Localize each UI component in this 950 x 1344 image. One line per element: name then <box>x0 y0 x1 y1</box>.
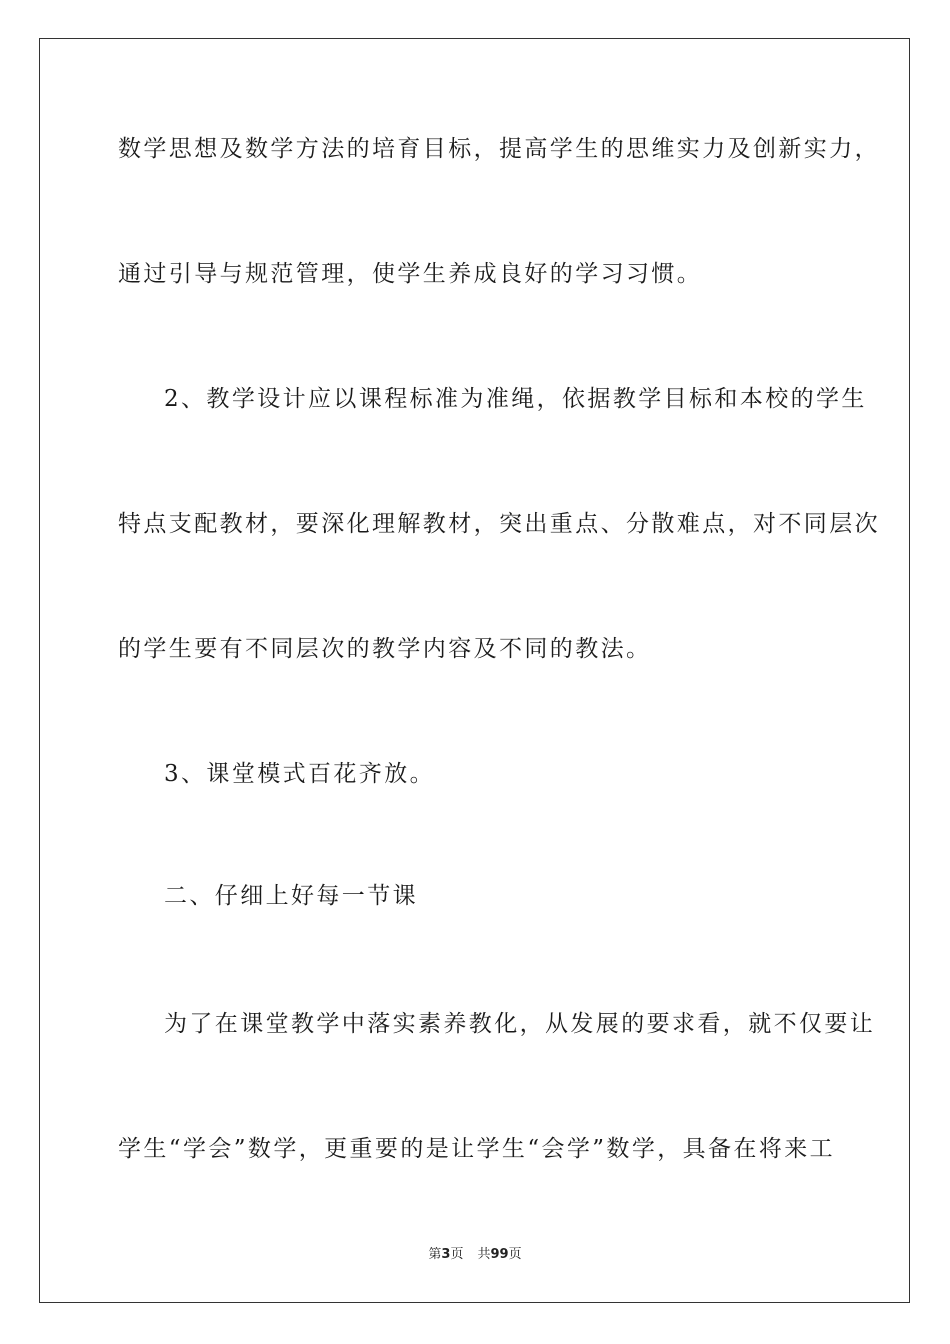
body-text-line-9: 学生“学会”数学，更重要的是让学生“会学”数学，具备在将来工 <box>118 1136 836 1162</box>
body-text-line-8: 为了在课堂教学中落实素养教化，从发展的要求看，就不仅要让 <box>164 1011 876 1037</box>
footer-page-prefix: 第 <box>428 1247 442 1262</box>
page-footer <box>0 1246 950 1264</box>
page-frame <box>39 38 910 1303</box>
section-heading: 二、仔细上好每一节课 <box>164 883 418 909</box>
footer-page-suffix: 页 <box>450 1247 464 1262</box>
body-text-line-4: 特点支配教材，要深化理解教材，突出重点、分散难点，对不同层次 <box>118 511 880 537</box>
body-text-line-2: 通过引导与规范管理，使学生养成良好的学习习惯。 <box>118 261 703 287</box>
body-text-line-1: 数学思想及数学方法的培育目标，提高学生的思维实力及创新实力， <box>118 136 880 162</box>
body-text-line-5: 的学生要有不同层次的教学内容及不同的教法。 <box>118 636 652 662</box>
footer-total-prefix: 共 <box>477 1247 491 1262</box>
body-text-line-3: 2、教学设计应以课程标准为准绳，依据教学目标和本校的学生 <box>164 386 867 412</box>
body-text-line-6: 3、课堂模式百花齐放。 <box>164 761 436 787</box>
footer-total-pages: 99 <box>490 1247 509 1262</box>
footer-total-suffix: 页 <box>508 1247 522 1262</box>
footer-page-number: 3 <box>441 1247 451 1262</box>
